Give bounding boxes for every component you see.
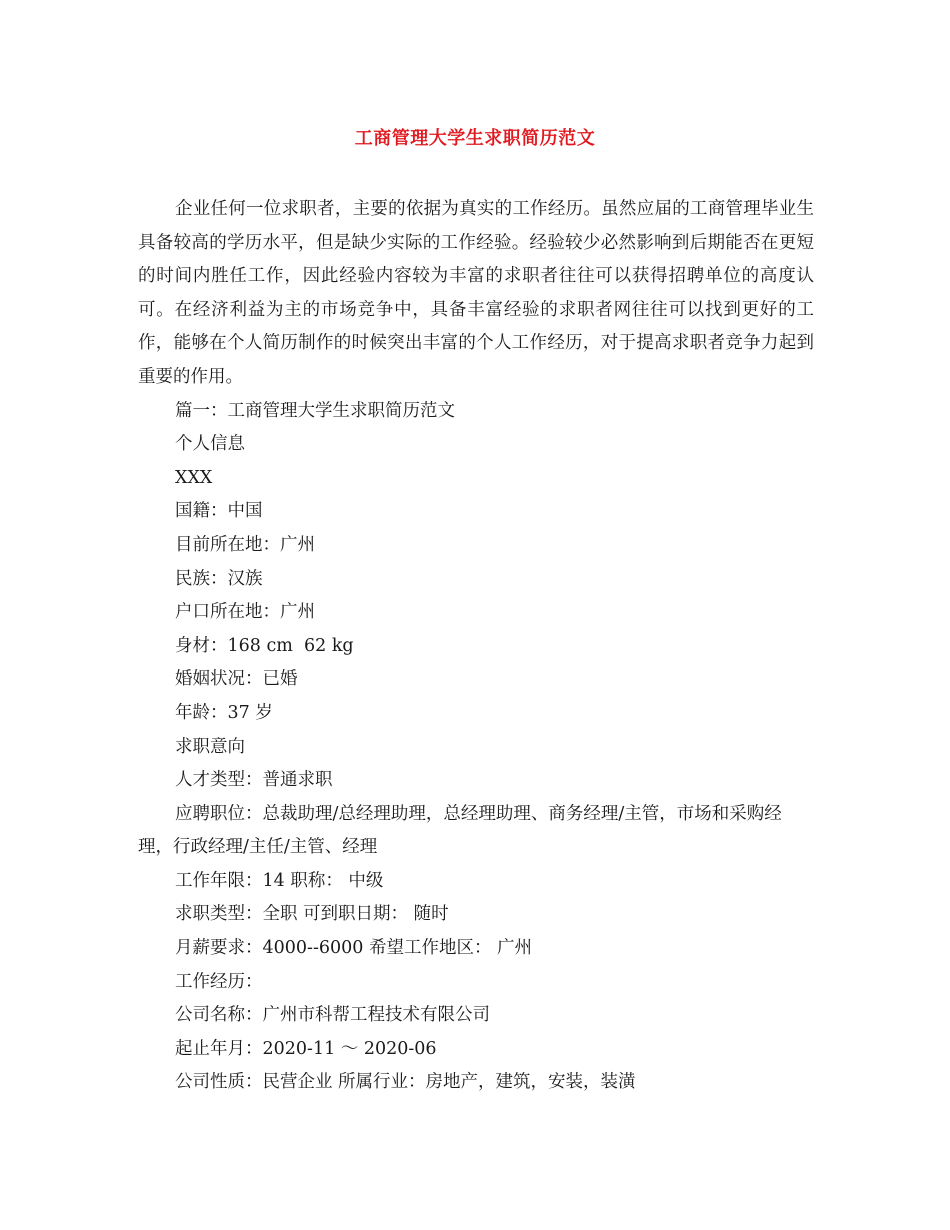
company-name-line: 公司名称：广州市科帮工程技术有限公司 — [175, 1005, 490, 1026]
nationality-line: 国籍：中国 — [175, 501, 263, 522]
section-heading-resume: 篇一：工商管理大学生求职简历范文 — [175, 400, 455, 421]
name-line: XXX — [175, 467, 213, 488]
document-title: 工商管理大学生求职简历范文 — [354, 128, 596, 149]
current-location-line: 目前所在地：广州 — [175, 534, 315, 555]
intro-paragraph: 企业任何一位求职者，主要的依据为真实的工作经历。虽然应届的工商管理毕业生具备较高的学历水平，但是缺少实际的工作经验。经验较少必然影响到后期能否在更短的时间内胜任工作，因此经验内容较为丰富的求职者往往可以获得招聘单位的高度认可。在经济利益为主的市场竞争中，具备丰富经验的求职者网往往可以找到更好的工作，能够在个人简历制作的时候突出丰富的个人工作经历，对于提高求职者竞争力起到重要的作用。 — [138, 199, 814, 387]
period-line: 起止年月：2020-11 ～ 2020-06 — [175, 1038, 437, 1059]
company-nature-line: 公司性质：民营企业 所属行业：房地产，建筑，安装，装潢 — [175, 1072, 636, 1093]
document-body — [138, 193, 814, 1100]
section-heading-work-experience: 工作经历： — [175, 971, 263, 992]
section-heading-personal-info: 个人信息 — [175, 434, 245, 455]
position-applied-line: 应聘职位：总裁助理/总经理助理，总经理助理、商务经理/主管，市场和采购经理，行政经理/主任/主管、经理 — [138, 803, 782, 858]
work-years-line: 工作年限：14 职称： 中级 — [175, 870, 384, 891]
talent-type-line: 人才类型：普通求职 — [175, 770, 333, 791]
age-line: 年龄：37 岁 — [175, 702, 273, 723]
section-heading-job-intention: 求职意向 — [175, 736, 245, 757]
height-weight-line: 身材：168 cm 62 kg — [175, 635, 354, 656]
ethnicity-line: 民族：汉族 — [175, 568, 263, 589]
household-registration-line: 户口所在地：广州 — [175, 602, 315, 623]
salary-line: 月薪要求：4000--6000 希望工作地区： 广州 — [175, 938, 533, 959]
marital-status-line: 婚姻状况：已婚 — [175, 669, 298, 690]
job-type-line: 求职类型：全职 可到职日期： 随时 — [175, 904, 449, 925]
